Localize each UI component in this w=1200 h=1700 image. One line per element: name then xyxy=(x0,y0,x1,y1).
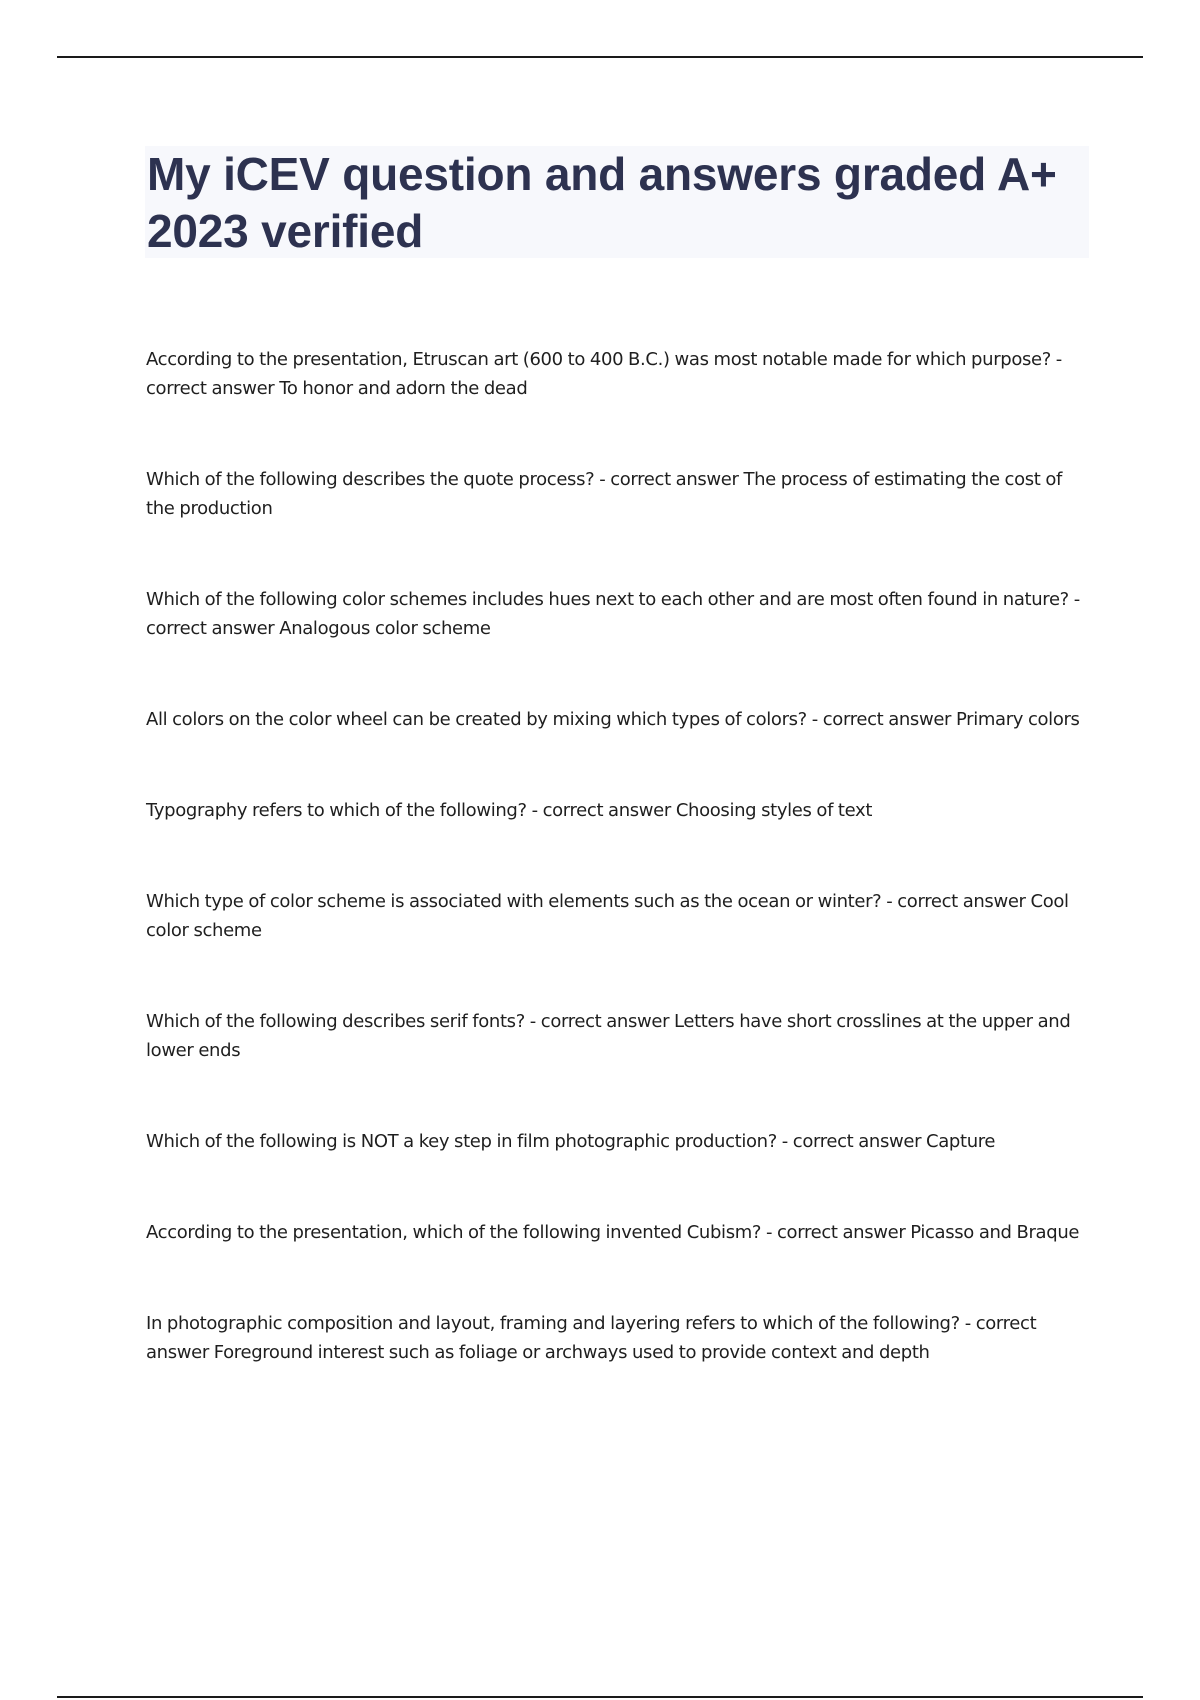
qa-item-6: Which type of color scheme is associated with elements such as the ocean or winter? - correct answer Cool color scheme xyxy=(146,891,1069,941)
qa-item-5: Typography refers to which of the following? - correct answer Choosing styles of text xyxy=(146,800,873,821)
qa-list xyxy=(146,345,1091,1429)
qa-item-1: According to the presentation, Etruscan art (600 to 400 B.C.) was most notable made for which purpose? - correct answer To honor and adorn the dead xyxy=(146,349,1062,399)
qa-item-3: Which of the following color schemes includes hues next to each other and are most often found in nature? - correct answer Analogous color scheme xyxy=(146,589,1080,639)
qa-item-10: In photographic composition and layout, framing and layering refers to which of the following? - correct answer Foreground interest such as foliage or archways used to provide context and depth xyxy=(146,1313,1037,1363)
qa-item-7: Which of the following describes serif fonts? - correct answer Letters have short crosslines at the upper and lower ends xyxy=(146,1011,1071,1061)
qa-item-8: Which of the following is NOT a key step in film photographic production? - correct answer Capture xyxy=(146,1131,996,1152)
top-rule xyxy=(57,56,1143,58)
qa-item-4: All colors on the color wheel can be created by mixing which types of colors? - correct answer Primary colors xyxy=(146,709,1080,730)
title-block xyxy=(145,146,1089,258)
document-title: My iCEV question and answers graded A+ 2023 verified xyxy=(147,148,1057,257)
qa-item-2: Which of the following describes the quote process? - correct answer The process of estimating the cost of the production xyxy=(146,469,1063,519)
qa-item-9: According to the presentation, which of the following invented Cubism? - correct answer Picasso and Braque xyxy=(146,1222,1080,1243)
bottom-rule xyxy=(57,1696,1143,1698)
